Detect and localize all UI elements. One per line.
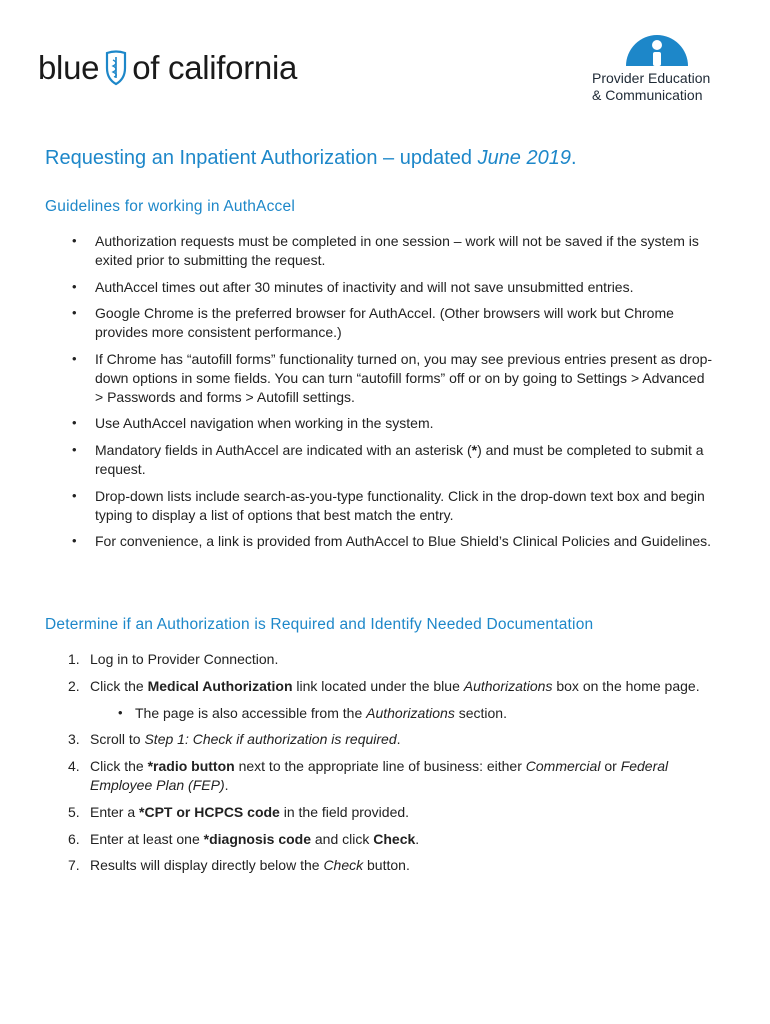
title-period: .: [570, 147, 577, 169]
guideline-item: • Google Chrome is the preferred browser for AuthAccel. (Other browsers will work but Chrome provides more consistent performance.): [0, 304, 715, 342]
department-name: [592, 70, 710, 104]
step-text: Enter a: [90, 803, 140, 820]
step-italic: Check: [323, 857, 364, 874]
step-text: Enter at least one: [90, 830, 204, 847]
step-italic: Commercial: [525, 758, 601, 775]
asterisk-marker: *: [471, 442, 478, 459]
step-emphasis: *CPT or HCPCS code: [139, 803, 280, 820]
step-text: .: [224, 776, 229, 793]
step-text: button.: [363, 857, 410, 874]
brand-logo: [38, 48, 297, 88]
step-italic: Federal Employee Plan (FEP): [90, 758, 669, 793]
step-emphasis: Check: [373, 830, 416, 847]
step-item: [0, 650, 725, 669]
steps-list: [0, 650, 770, 883]
step-emphasis: *diagnosis code: [203, 830, 311, 847]
guideline-item: [0, 441, 715, 479]
guidelines-list: [0, 232, 770, 559]
guideline-item: • AuthAccel times out after 30 minutes of inactivity and will not save unsubmitted entries.: [0, 278, 715, 297]
step-item: [0, 757, 725, 795]
step-text: Log in to Provider Connection.: [90, 651, 279, 667]
step-text: box on the home page.: [552, 677, 700, 694]
step-item: [0, 730, 725, 749]
guideline-item: • Use AuthAccel navigation when working in the system.: [0, 414, 715, 433]
guideline-text: ) and must be completed to submit a request.: [95, 442, 704, 477]
step-number: 2.: [68, 677, 80, 694]
guideline-text: Mandatory fields in AuthAccel are indicated with an asterisk (: [95, 442, 472, 459]
step-number: 6.: [68, 830, 80, 847]
step-item: [0, 677, 725, 723]
logo-word-left: blue: [38, 49, 100, 86]
step-italic: Authorizations: [366, 704, 455, 721]
step-text: Click the: [90, 677, 148, 694]
guideline-item: • Authorization requests must be completed in one session – work will not be saved if the system is exited prior to submitting the request.: [0, 232, 715, 270]
step-number: 1.: [68, 651, 80, 667]
step-text: or: [600, 758, 621, 775]
title-separator: – updated: [377, 147, 478, 169]
guideline-item: • If Chrome has “autofill forms” functionality turned on, you may see previous entries present as drop-down options in some fields. You can turn “autofill forms” off or on by going to Settings > Advanced > Passwords and forms > Autofill settings.: [0, 350, 715, 406]
step-emphasis: Medical Authorization: [147, 677, 293, 694]
title-main: Requesting an Inpatient Authorization: [45, 147, 378, 169]
step-number: 4.: [68, 758, 80, 775]
step-item: [0, 856, 725, 875]
step-number: 7.: [68, 857, 80, 874]
step-sub-item: [90, 704, 725, 723]
step-text: in the field provided.: [279, 803, 410, 820]
step-italic: Authorizations: [463, 677, 553, 694]
step-number: 5.: [68, 803, 80, 820]
step-number: 3.: [68, 731, 80, 748]
step-text: next to the appropriate line of business: either: [234, 758, 526, 775]
step-text: section.: [454, 704, 507, 721]
guideline-item: • For convenience, a link is provided from AuthAccel to Blue Shield’s Clinical Policies and Guidelines.: [0, 532, 715, 551]
title-date: June 2019: [477, 147, 571, 169]
logo-word-right: of california: [132, 49, 298, 86]
step-text: Click the: [90, 758, 148, 775]
step-text: and click: [311, 830, 374, 847]
shield-icon: [105, 50, 127, 86]
step-item: [0, 830, 725, 849]
department-line-2: & Communication: [592, 87, 703, 103]
step-text: link located under the blue: [292, 677, 464, 694]
page-title: [45, 147, 577, 170]
section-heading-determine: Determine if an Authorization is Required and Identify Needed Documentation: [45, 616, 594, 633]
step-item: [0, 803, 725, 822]
step-text: Results will display directly below the: [90, 857, 324, 874]
step-text: .: [396, 731, 401, 748]
step-text: .: [415, 830, 420, 847]
step-emphasis: *radio button: [147, 758, 235, 775]
step-text: Scroll to: [90, 731, 145, 748]
section-heading-guidelines: Guidelines for working in AuthAccel: [45, 198, 295, 215]
step-italic: Step 1: Check if authorization is required: [144, 731, 397, 748]
step-text: The page is also accessible from the: [135, 704, 367, 721]
guideline-item: • Drop-down lists include search-as-you-type functionality. Click in the drop-down text box and begin typing to display a list of options that best match the entry.: [0, 487, 715, 525]
person-icon: [626, 34, 688, 66]
department-line-1: Provider Education: [592, 70, 711, 86]
